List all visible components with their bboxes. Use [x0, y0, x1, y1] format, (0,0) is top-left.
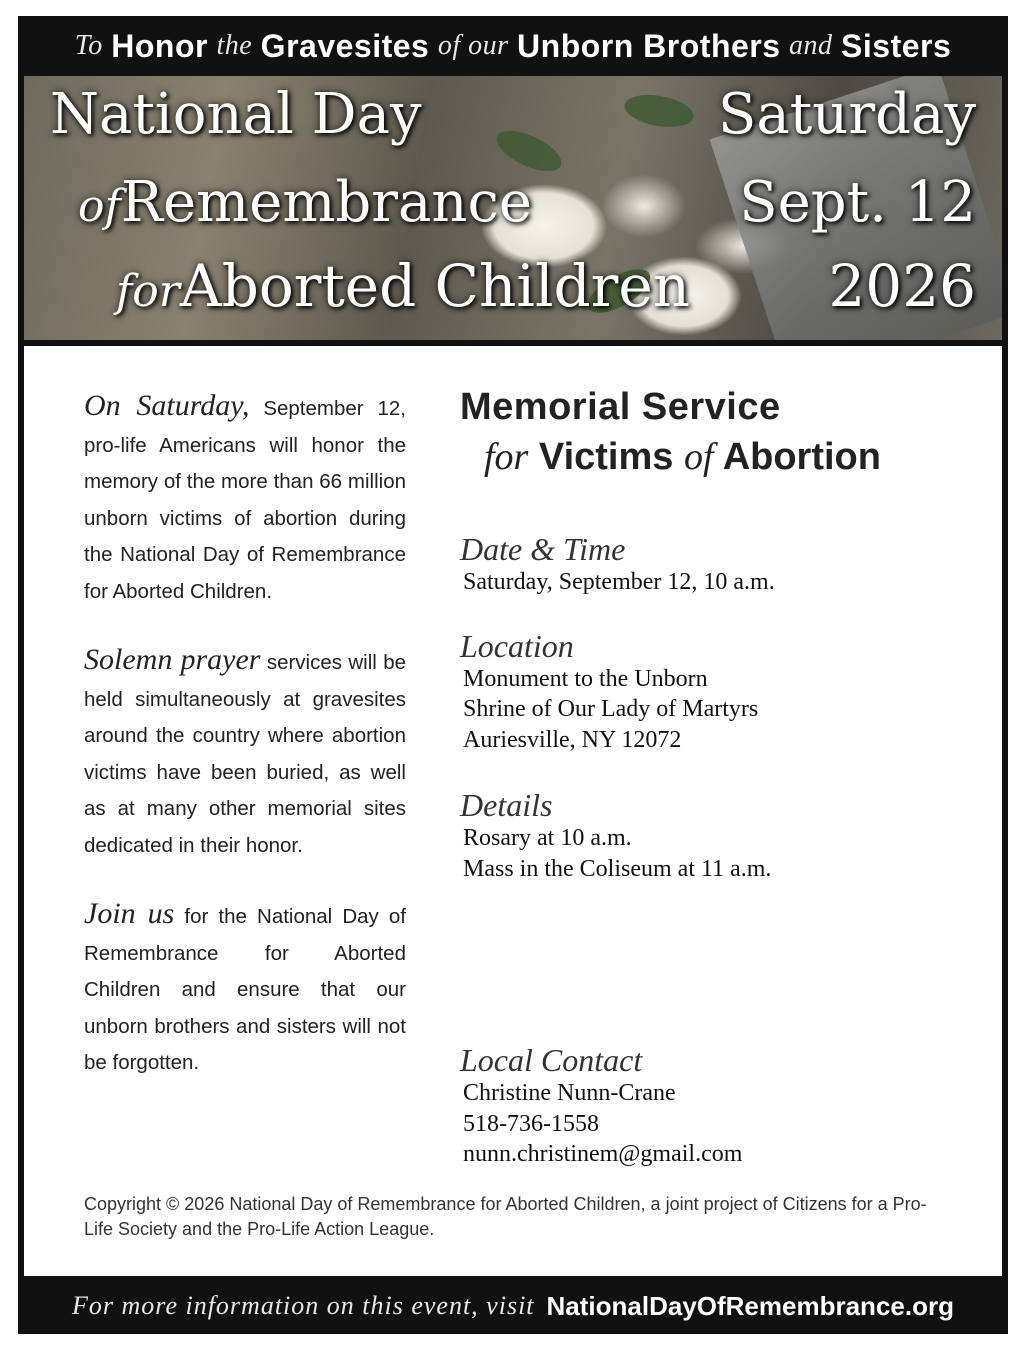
intro-column [84, 388, 406, 1114]
subtitle-word: Abortion [722, 436, 881, 478]
intro-paragraph-3 [84, 896, 406, 1082]
copyright-notice: Copyright © 2026 National Day of Remembrance for Aborted Children, a joint project of Citizens for a Pro-Life Society and the Pro-Life Action League. [84, 1194, 927, 1239]
website-link[interactable]: NationalDayOfRemembrance.org [546, 1290, 954, 1321]
banner-word: Honor [111, 27, 208, 64]
contact-label: Local Contact [460, 1042, 643, 1078]
banner-script: and [789, 30, 833, 61]
paragraph-body: services will be held simultaneously at gravesites around the country where abortion victims have been buried, as well as at many other memorial sites dedicated in their honor. [84, 651, 406, 857]
banner-script: To [74, 30, 103, 61]
date-time-value: Saturday, September 12, 10 a.m. [463, 569, 775, 595]
hero-word: Remembrance [120, 170, 533, 235]
contact-email[interactable]: nunn.christinem@gmail.com [463, 1141, 743, 1167]
subtitle-script: of [683, 436, 714, 478]
subtitle-script: for [484, 436, 529, 478]
leaf-image [622, 90, 696, 132]
hero-title-line1: National Day [50, 82, 422, 147]
service-title: Memorial Service [460, 386, 781, 428]
location-line: Auriesville, NY 12072 [463, 726, 682, 753]
hero-date-year: 2026 [828, 252, 976, 320]
hero-title-line2 [78, 170, 532, 235]
banner-script: of our [437, 30, 509, 61]
contact-name: Christine Nunn-Crane [463, 1080, 676, 1106]
hero-date-day: Saturday [718, 82, 976, 147]
hero-date-month: Sept. 12 [739, 170, 976, 235]
top-banner [18, 16, 1008, 76]
date-time-label: Date & Time [460, 531, 626, 567]
footer-script: For more information on this event, visit [72, 1291, 535, 1320]
banner-word: Unborn Brothers [517, 27, 781, 64]
hero-script: for [116, 266, 180, 317]
banner-word: Gravesites [260, 27, 430, 64]
lead-script: On Saturday, [84, 389, 250, 422]
lead-script: Solemn prayer [84, 643, 261, 676]
details-label: Details [460, 787, 553, 823]
hero-title-line3 [116, 252, 690, 320]
details-line: Rosary at 10 a.m. [463, 825, 632, 851]
service-subtitle [460, 435, 980, 479]
event-details-column [460, 386, 980, 1170]
intro-paragraph-2 [84, 642, 406, 864]
hero-image [24, 76, 1002, 340]
banner-script: the [216, 30, 253, 61]
lead-script: Join us [84, 897, 175, 930]
hero-word: Aborted Children [179, 252, 691, 320]
paragraph-body: September 12, pro-life Americans will honor the memory of the more than 66 million unborn victims of abortion during the National Day of Remembrance for Aborted Children. [84, 397, 406, 603]
location-label: Location [460, 627, 574, 664]
contact-phone: 518-736-1558 [463, 1110, 599, 1137]
details-line: Mass in the Coliseum at 11 a.m. [463, 855, 772, 882]
footer-banner [18, 1278, 1008, 1334]
banner-word: Sisters [841, 27, 952, 64]
paragraph-body: for the National Day of Remembrance for Aborted Children and ensure that our unborn brothers and sisters will not be forgotten. [84, 905, 407, 1074]
location-line: Shrine of Our Lady of Martyrs [463, 696, 759, 722]
hero-script: of [78, 181, 121, 232]
location-line: Monument to the Unborn [463, 665, 708, 692]
subtitle-word: Victims [538, 436, 674, 478]
intro-paragraph-1 [84, 388, 406, 610]
